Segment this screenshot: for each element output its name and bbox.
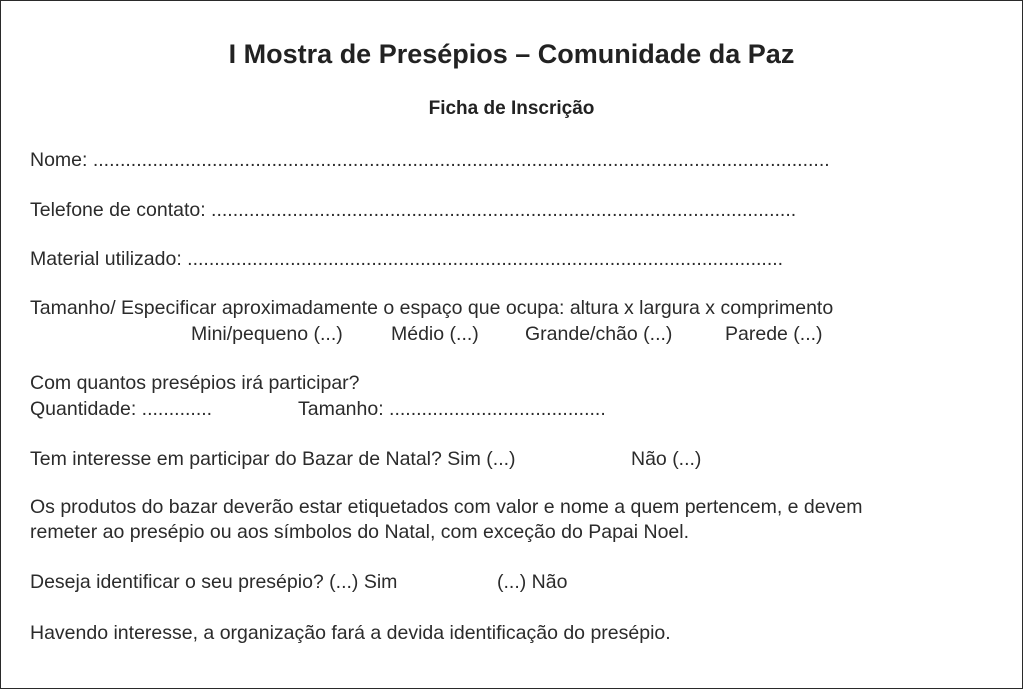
nome-field: Nome: ........................................................................................................................................ — [30, 149, 830, 171]
quantidade-field: Quantidade: ............. — [30, 398, 213, 420]
bazar-question: Tem interesse em participar do Bazar de Natal? Sim (...) — [30, 448, 516, 470]
produtos-line-1: Os produtos do bazar deverão estar etiquetados com valor e nome a quem pertencem, e devem — [30, 496, 863, 518]
form-subtitle: Ficha de Inscrição — [428, 98, 595, 119]
identificar-nao-option: (...) Não — [497, 571, 568, 593]
tamanho-label: Tamanho/ Especificar aproximadamente o espaço que ocupa: altura x largura x comprimento — [30, 297, 834, 319]
tamanho-field: Tamanho: ........................................ — [298, 398, 606, 420]
form-title: I Mostra de Presépios – Comunidade da Paz — [228, 39, 795, 69]
identificar-question: Deseja identificar o seu presépio? (...) Sim — [30, 571, 398, 593]
havendo-note: Havendo interesse, a organização fará a devida identificação do presépio. — [30, 622, 671, 644]
bazar-nao-option: Não (...) — [631, 448, 702, 470]
produtos-line-2: remeter ao presépio ou aos símbolos do Natal, com exceção do Papai Noel. — [30, 521, 690, 543]
option-medio: Médio (...) — [391, 323, 479, 345]
telefone-field: Telefone de contato: ............................................................................................................ — [30, 199, 797, 221]
option-grande: Grande/chão (...) — [525, 323, 673, 345]
material-field: Material utilizado: .............................................................................................................. — [30, 248, 784, 270]
quantos-question: Com quantos presépios irá participar? — [30, 372, 360, 394]
option-parede: Parede (...) — [725, 323, 823, 345]
option-mini: Mini/pequeno (...) — [191, 323, 343, 345]
